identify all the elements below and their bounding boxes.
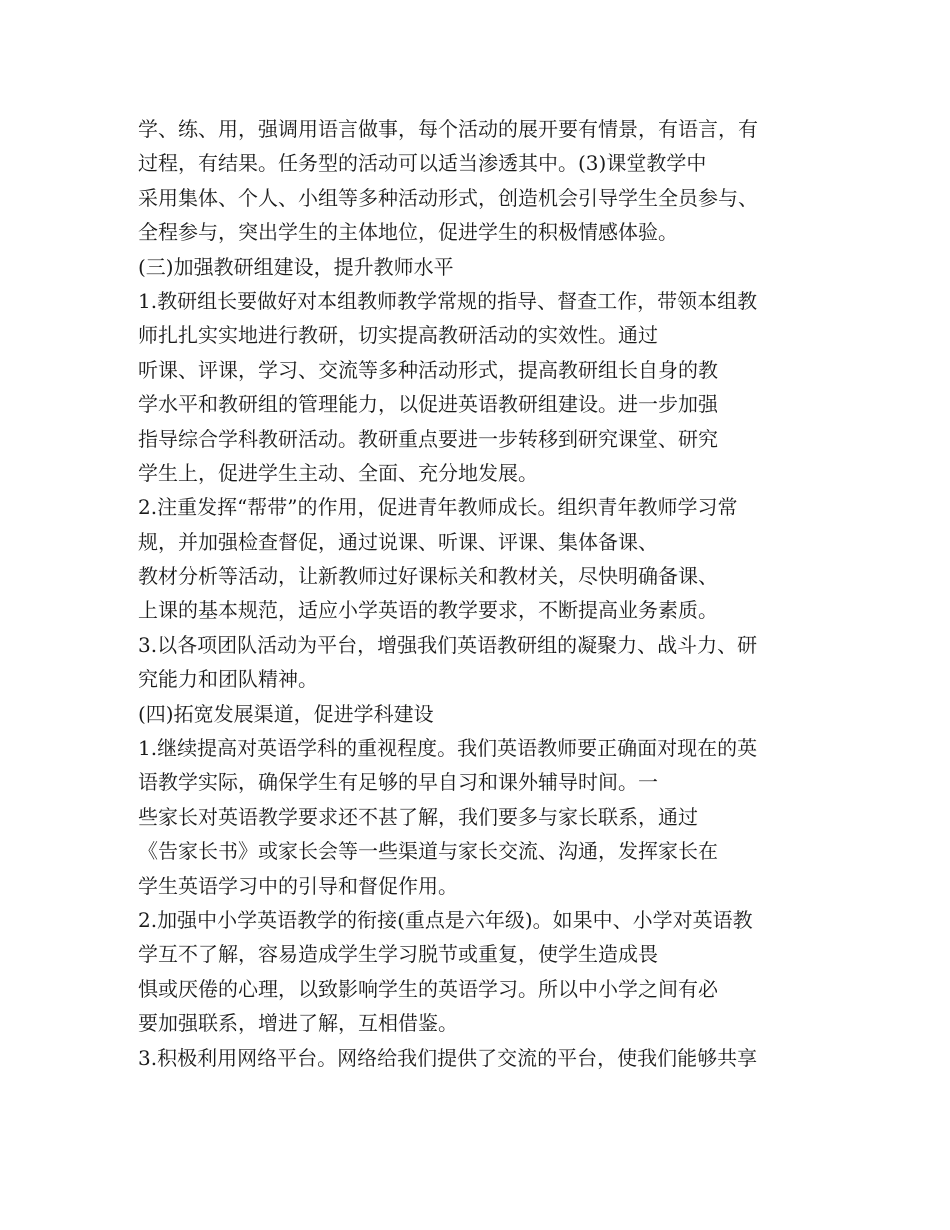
text-line: 3.以各项团队活动为平台，增强我们英语教研组的凝聚力、战斗力、研 [138, 632, 758, 657]
text-line: 《告家长书》或家长会等一些渠道与家长交流、沟通，发挥家长在 [138, 839, 718, 864]
text-line: 1.继续提高对英语学科的重视程度。我们英语教师要正确面对现在的英 [138, 736, 758, 761]
text-line: 学水平和教研组的管理能力，以促进英语教研组建设。进一步加强 [138, 392, 718, 417]
text-line: 采用集体、个人、小组等多种活动形式，创造机会引导学生全员参与、 [138, 185, 758, 210]
text-line: 学生上，促进学生主动、全面、充分地发展。 [138, 460, 538, 485]
text-line: 规，并加强检查督促，通过说课、听课、评课、集体备课、 [138, 529, 658, 554]
text-line: 学生英语学习中的引导和督促作用。 [138, 873, 458, 898]
text-line: 师扎扎实实地进行教研，切实提高教研活动的实效性。通过 [138, 323, 658, 348]
text-line: 2.加强中小学英语教学的衔接(重点是六年级)。如果中、小学对英语教 [138, 907, 753, 932]
text-line: 1.教研组长要做好对本组教师教学常规的指导、督查工作，带领本组教 [138, 288, 758, 313]
text-line: 3.积极利用网络平台。网络给我们提供了交流的平台，使我们能够共享 [138, 1045, 758, 1070]
text-line: 要加强联系，增进了解，互相借鉴。 [138, 1011, 458, 1036]
text-line: 语教学实际，确保学生有足够的早自习和课外辅导时间。一 [138, 770, 658, 795]
section-heading: (四)拓宽发展渠道，促进学科建设 [138, 701, 434, 726]
text-line: 指导综合学科教研活动。教研重点要进一步转移到研究课堂、研究 [138, 426, 718, 451]
text-line: 惧或厌倦的心理，以致影响学生的英语学习。所以中小学之间有必 [138, 976, 718, 1001]
text-line: 全程参与，突出学生的主体地位，促进学生的积极情感体验。 [138, 220, 678, 245]
text-line: 些家长对英语教学要求还不甚了解，我们要多与家长联系，通过 [138, 804, 698, 829]
text-line: 2.注重发挥“帮带”的作用，促进青年教师成长。组织青年教师学习常 [138, 495, 738, 520]
body-text [138, 112, 828, 1075]
section-heading: (三)加强教研组建设，提升教师水平 [138, 254, 454, 279]
text-line: 学互不了解，容易造成学生学习脱节或重复，使学生造成畏 [138, 942, 658, 967]
text-line: 究能力和团队精神。 [138, 667, 318, 692]
text-line: 听课、评课，学习、交流等多种活动形式，提高教研组长自身的教 [138, 357, 718, 382]
text-line: 上课的基本规范，适应小学英语的教学要求，不断提高业务素质。 [138, 598, 718, 623]
text-line: 过程，有结果。任务型的活动可以适当渗透其中。(3)课堂教学中 [138, 151, 707, 176]
text-line: 学、练、用，强调用语言做事，每个活动的展开要有情景，有语言，有 [138, 117, 758, 141]
text-line: 教材分析等活动，让新教师过好课标关和教材关，尽快明确备课、 [138, 564, 718, 589]
